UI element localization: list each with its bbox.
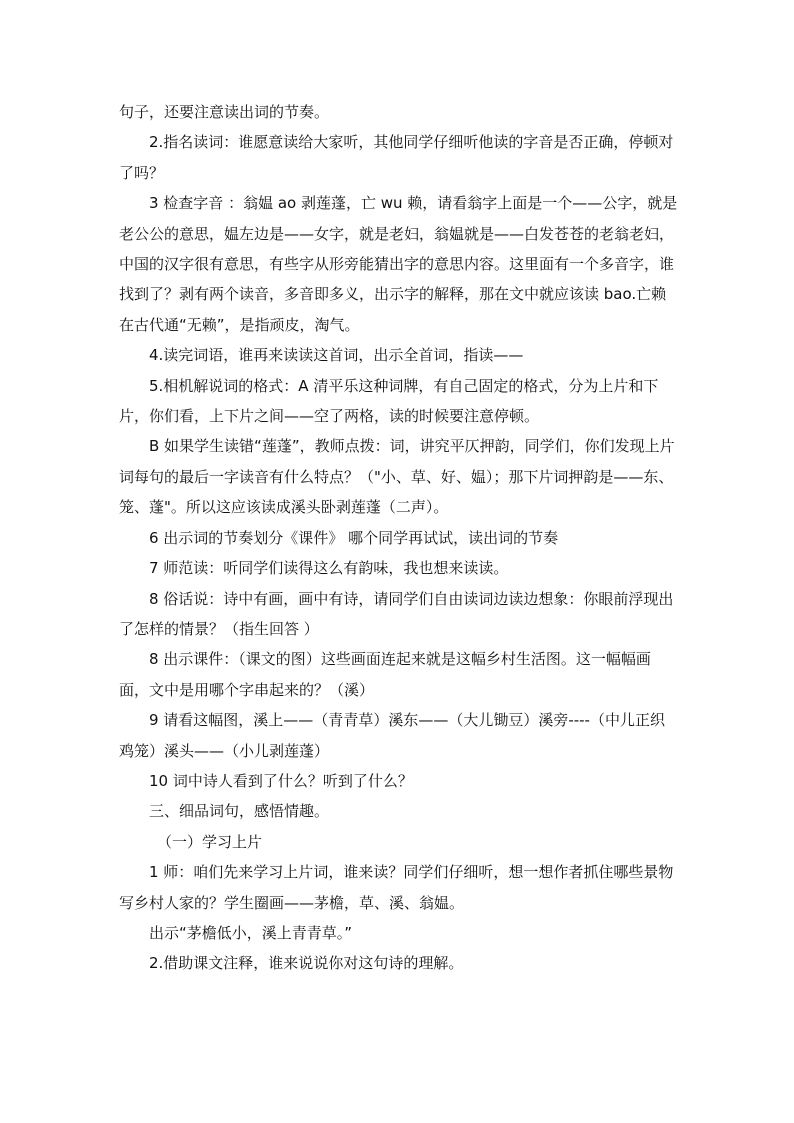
- paragraph-step-4-read-poem: 4.读完词语，谁再来读读这首词，出示全首词，指读——: [149, 346, 524, 365]
- paragraph-show-verse: 出示“茅檐低小，溪上青青草。”: [149, 923, 353, 942]
- paragraph-step-7-teacher-reads: 7 师范读：听同学们读得这么有韵味，我也想来读读。: [149, 559, 509, 578]
- subsection-heading-upper-part: （一）学习上片: [157, 832, 263, 851]
- paragraph-step-8-imagine: 8 俗话说：诗中有画，画中有诗，请同学们自由读词边读边想象：你眼前浮现出了怎样的情景？（指生回答 ）: [119, 589, 674, 638]
- paragraph-upper-step-1: 1 师：咱们先来学习上片词，谁来读？同学们仔细听，想一想作者抓住哪些景物写乡村人家的？学生圈画——茅檐，草、溪、翁媪。: [119, 863, 674, 912]
- paragraph-step-2-read-aloud: 2.指名读词：谁愿意读给大家听，其他同学仔细听他读的字音是否正确，停顿对了吗？: [119, 133, 674, 182]
- paragraph-step-10-question: 10 词中诗人看到了什么？听到了什么？: [149, 771, 413, 790]
- document-body: [119, 97, 679, 979]
- paragraph-step-b-rhyme: B 如果学生读错“莲蓬”，教师点拨：词，讲究平仄押韵，同学们，你们发现上片词每句的最后一字读音有什么特点？（"小、草、好、媪）；那下片词押韵是——东、笼、蓬"。所以这应该读成溪头卧剥莲蓬（二声）。: [119, 437, 675, 517]
- section-heading-3: 三、细品词句，感悟情趣。: [149, 802, 330, 821]
- paragraph-step-8-courseware: 8 出示课件：（课文的图）这些画面连起来就是这幅乡村生活图。这一幅幅画面，文中是用哪个字串起来的？（溪）: [119, 650, 651, 699]
- paragraph-upper-step-2: 2.借助课文注释，谁来说说你对这句诗的理解。: [149, 954, 464, 973]
- paragraph-step-6-rhythm: 6 出示词的节奏划分《课件》 哪个同学再试试，读出词的节奏: [149, 528, 559, 547]
- paragraph-step-3-pronunciation: 3 检查字音 ：翁媪 ao 剥莲蓬，亡 wu 赖，请看翁字上面是一个——公字，就是老公公的意思，媪左边是——女字，就是老妇，翁媪就是——白发苍苍的老翁老妇，中国的汉字很有意思，有些字从形旁能猜出字的意思内容。这里面有一个多音字，谁找到了？剥有两个读音，多音即多义，出示字的解释，那在文中就应该读 bao.亡赖在古代通“无赖”，是指顽皮，淘气。: [119, 194, 678, 334]
- paragraph-step-5-format: 5.相机解说词的格式：A 清平乐这种词牌，有自己固定的格式，分为上片和下片，你们看，上下片之间——空了两格，读的时候要注意停顿。: [119, 376, 659, 426]
- paragraph-step-9-picture: 9 请看这幅图，溪上——（青青草）溪东——（大儿锄豆）溪旁----（中儿正织鸡笼）溪头——（小儿剥莲蓬）: [119, 711, 665, 760]
- paragraph-sentence-rhythm: 句子，还要注意读出词的节奏。: [119, 103, 330, 121]
